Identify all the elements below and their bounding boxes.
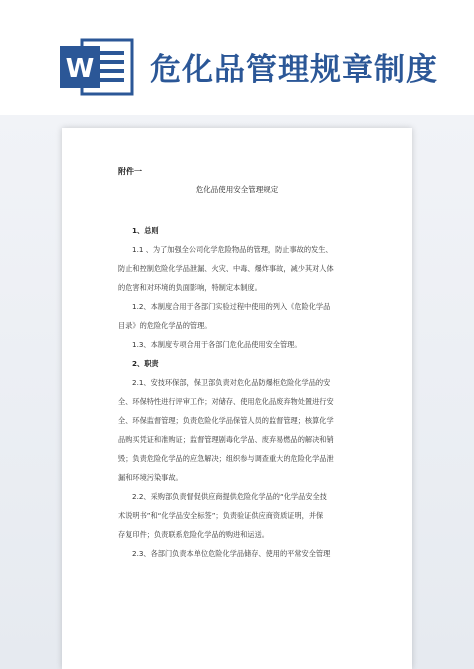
paragraph-line: 全、环保监督管理；负责危险化学品保管人员的监督管理；核算化学 bbox=[118, 416, 334, 425]
paragraph-line: 漏和环境污染事故。 bbox=[118, 473, 183, 482]
paragraph-line: 品购买凭证和准购证；监督管理剧毒化学品、废弃易燃品的解决和销 bbox=[118, 435, 334, 444]
paragraph-line: 2.3、各部门负责本单位危险化学品储存、使用的平常安全管理 bbox=[132, 549, 331, 558]
word-document-icon bbox=[60, 38, 134, 96]
paragraph-line: 1.1 、为了加强全公司化学危险物品的管理，防止事故的发生、 bbox=[132, 245, 333, 254]
paragraph-line: 全、环保特性进行评审工作；对储存、使用危化品废弃物处置进行安 bbox=[118, 397, 334, 406]
svg-text:W: W bbox=[65, 54, 95, 84]
paragraph-line: 毁；负责危险化学品的应急解决；组织参与调查重大的危险化学品泄 bbox=[118, 454, 334, 463]
paragraph-line: 存复印件；负责联系危险化学品的购进和运送。 bbox=[118, 530, 269, 539]
document-title: 危化品使用安全管理规定 bbox=[195, 185, 279, 194]
paragraph-line: 的危害和对环境的负面影响，特制定本制度。 bbox=[118, 283, 262, 292]
paragraph-line: 1.2、本制度合用于各部门实验过程中使用的列入《危险化学品 bbox=[132, 302, 331, 311]
attachment-label: 附件一 bbox=[118, 167, 142, 176]
document-page bbox=[62, 128, 412, 669]
paragraph-line: 1.3、本制度专项合用于各部门危化品使用安全管理。 bbox=[132, 340, 302, 349]
banner-header bbox=[0, 0, 474, 115]
paragraph-line: 2.2、采购部负责督促供应商提供危险化学品的“化学品安全技 bbox=[132, 492, 327, 501]
paragraph-line: 目录》的危险化学品的管理。 bbox=[118, 321, 212, 330]
paragraph-line: 术说明书”和“化学品安全标签”；负责验证供应商资质证明，并保 bbox=[118, 511, 324, 520]
paragraph-line: 2.1、安技环保部，保卫部负责对危化品防爆柜危险化学品的安 bbox=[132, 378, 331, 387]
paragraph-line: 防止和控制危险化学品泄漏、火灾、中毒、爆炸事故，减少其对人体 bbox=[118, 264, 334, 273]
section-heading: 2、职责 bbox=[132, 359, 159, 368]
page-title: 危化品管理规章制度 bbox=[150, 52, 438, 88]
section-heading: 1、总则 bbox=[132, 226, 159, 235]
